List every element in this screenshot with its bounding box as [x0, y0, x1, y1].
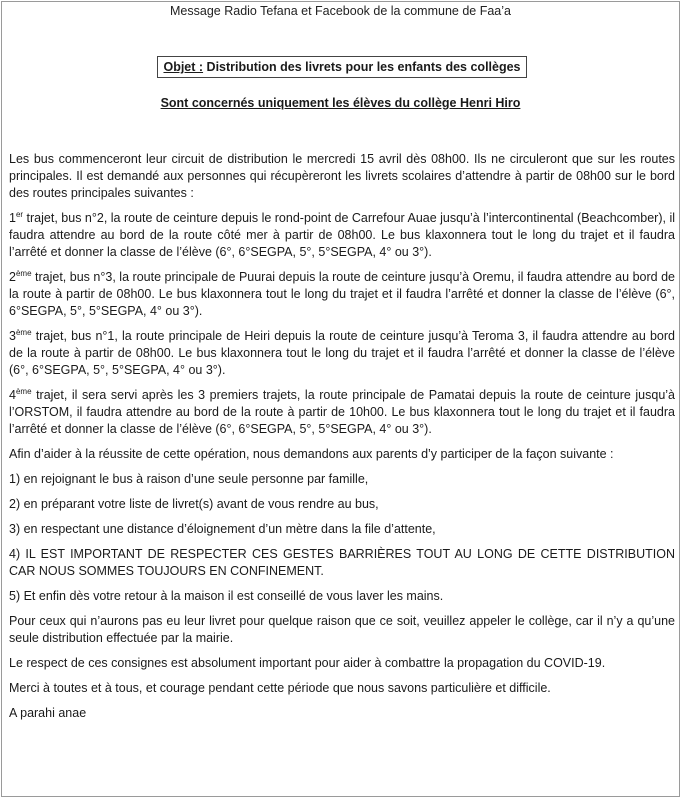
document-body	[9, 151, 675, 730]
point-3: 3) en respectant une distance d’éloignement d’un mètre dans la file d’attente,	[9, 522, 436, 536]
point-2: 2) en préparant votre liste de livret(s) avant de vous rendre au bus,	[9, 497, 379, 511]
trajet-paragraph-2: 2ème trajet, bus n°3, la route principale de Puurai depuis la route de ceinture jusqu’à Oremu, il faudra attendre au bord de la route à partir de 08h00. Le bus klaxonnera tout le long du trajet et il faudra l’arrêté et donner la classe de l’élève (6°, 6°SEGPA, 5°, 5°SEGPA, 4° ou 3°).	[9, 268, 675, 318]
merci-paragraph: Merci à toutes et à tous, et courage pendant cette période que nous savons particulière et difficile.	[9, 681, 551, 695]
respect-paragraph: Le respect de ces consignes est absolument important pour aider à combattre la propagation du COVID-19.	[9, 656, 606, 670]
concerned-text: Sont concernés uniquement les élèves du collège Henri Hiro	[160, 96, 521, 110]
aide-paragraph: Afin d’aider à la réussite de cette opération, nous demandons aux parents d’y participer de la façon suivante :	[9, 447, 614, 461]
subject-label: Objet :	[163, 60, 204, 74]
point-5: 5) Et enfin dès votre retour à la maison il est conseillé de vous laver les mains.	[9, 589, 444, 603]
trajet-paragraph-4: 4ème trajet, il sera servi après les 3 premiers trajets, la route principale de Pamatai depuis la route de ceinture jusqu’à l’ORSTOM, il faudra attendre au bord de la route à partir de 10h00. Le bus klaxonnera tout le long du trajet et il faudra l’arrêté et donner la classe de l’élève (6°, 6°SEGPA, 5°, 5°SEGPA, 4° ou 3°).	[9, 386, 675, 436]
concerned-line	[2, 96, 679, 110]
document-page	[1, 1, 680, 797]
intro-paragraph: Les bus commenceront leur circuit de distribution le mercredi 15 avril dès 08h00. Ils ne circuleront que sur les routes principales. Il est demandé aux personnes qui récupèreront les livrets scolaires d’attendre à partir de 08h00 sur le bord des routes principales suivantes :	[9, 152, 675, 200]
document-header: Message Radio Tefana et Facebook de la commune de Faa’a	[170, 4, 511, 18]
closing-line: A parahi anae	[9, 706, 87, 720]
pour-ceux-paragraph: Pour ceux qui n’aurons pas eu leur livret pour quelque raison que ce soit, veuillez appeler le collège, car il n’y a qu’une seule distribution effectuée par la mairie.	[9, 614, 675, 645]
subject-text: Distribution des livrets pour les enfants des collèges	[203, 60, 521, 74]
point-4: 4) IL EST IMPORTANT DE RESPECTER CES GESTES BARRIÈRES TOUT AU LONG DE CETTE DISTRIBUTION CAR NOUS SOMMES TOUJOURS EN CONFINEMENT.	[9, 547, 675, 578]
trajet-paragraph-3: 3ème trajet, bus n°1, la route principale de Heiri depuis la route de ceinture jusqu’à Teroma 3, il faudra attendre au bord de la route à partir de 08h00. Le bus klaxonnera tout le long du trajet et il faudra l’arrêté et donner la classe de l’élève (6°, 6°SEGPA, 5°, 5°SEGPA, 4° ou 3°).	[9, 327, 675, 377]
point-1: 1) en rejoignant le bus à raison d’une seule personne par famille,	[9, 472, 369, 486]
subject-box	[157, 56, 527, 78]
trajet-paragraph-1: 1er trajet, bus n°2, la route de ceinture depuis le rond-point de Carrefour Auae jusqu’à l’intercontinental (Beachcomber), il faudra attendre au bord de la route côté mer à partir de 08h00. Le bus klaxonnera tout le long du trajet et il faudra l’arrêté et donner la classe de l’élève (6°, 6°SEGPA, 5°, 5°SEGPA, 4° ou 3°).	[9, 209, 675, 259]
